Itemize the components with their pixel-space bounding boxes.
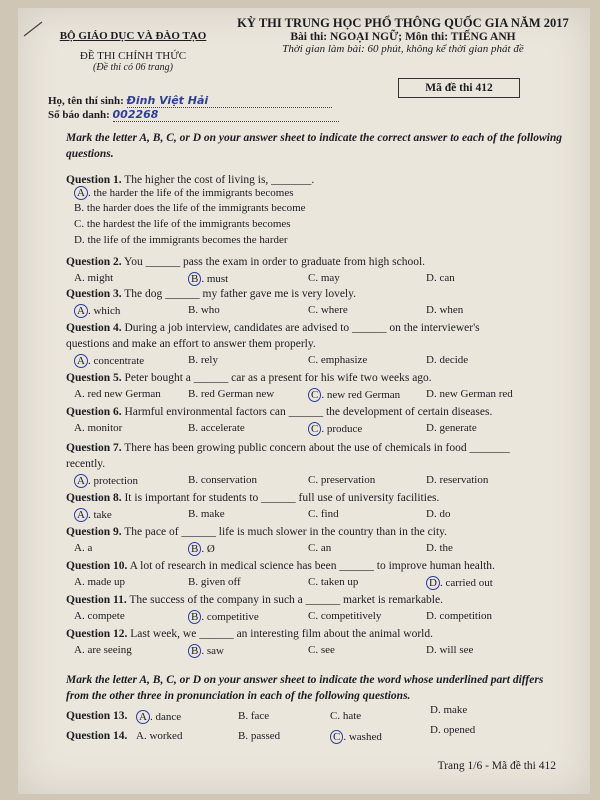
option-c[interactable] — [308, 304, 348, 316]
candidate-number-label: Số báo danh: — [48, 109, 110, 121]
option-a[interactable] — [74, 272, 113, 284]
exam-title: KỲ THI TRUNG HỌC PHỔ THÔNG QUỐC GIA NĂM 2017 — [237, 16, 569, 30]
option-letter: A — [74, 474, 88, 488]
question-9 — [66, 526, 447, 538]
option-c[interactable] — [308, 388, 400, 402]
question-11 — [66, 594, 443, 606]
option-text: . take — [87, 509, 112, 521]
option-letter: A — [74, 304, 88, 318]
option-c[interactable] — [74, 218, 291, 230]
option-letter: D — [430, 724, 438, 736]
question-label: Question 14. — [66, 730, 128, 742]
option-b[interactable] — [188, 508, 225, 520]
option-d[interactable] — [430, 704, 467, 716]
option-c[interactable] — [308, 644, 335, 656]
option-letter: D — [426, 542, 434, 554]
question-text: Harmful environmental factors can ______ the development of certain diseases. — [121, 406, 493, 418]
option-c[interactable] — [308, 272, 340, 284]
option-text: . the harder does the life of the immigrants become — [81, 202, 306, 214]
question-text: The dog ______ my father gave me is very lovely. — [121, 288, 357, 300]
option-letter: D — [426, 610, 434, 622]
option-text: . face — [245, 710, 270, 722]
option-b[interactable] — [188, 576, 241, 588]
option-letter: C — [308, 474, 316, 486]
option-text: . compete — [81, 610, 125, 622]
candidate-number-value: 002268 — [112, 108, 159, 121]
question-label: Question 10. — [66, 560, 128, 572]
option-letter: A — [74, 422, 82, 434]
option-d[interactable] — [426, 610, 492, 622]
question-1 — [66, 174, 314, 186]
option-text: . make — [437, 704, 468, 716]
option-letter: C — [308, 422, 321, 436]
option-c[interactable] — [308, 422, 362, 436]
question-label: Question 3. — [66, 288, 122, 300]
option-letter: A — [74, 272, 82, 284]
option-text: . red new German — [81, 388, 161, 400]
option-b[interactable] — [188, 272, 228, 286]
option-d[interactable] — [426, 422, 477, 434]
option-a[interactable] — [136, 710, 181, 724]
option-text: . given off — [195, 576, 241, 588]
option-text: . the — [433, 542, 453, 554]
option-b[interactable] — [188, 422, 245, 434]
question-text: You ______ pass the exam in order to graduate from high school. — [121, 256, 426, 268]
question-label: Question 8. — [66, 492, 122, 504]
option-text: . red German new — [195, 388, 275, 400]
option-letter: B — [188, 272, 201, 286]
option-c[interactable] — [308, 354, 367, 366]
option-letter: D — [430, 704, 438, 716]
pencil-mark-icon — [18, 18, 48, 40]
option-letter: C — [330, 710, 338, 722]
option-d[interactable] — [426, 272, 455, 284]
option-letter: C — [330, 730, 343, 744]
option-b[interactable] — [238, 710, 269, 722]
option-letter: A — [74, 576, 82, 588]
option-text: . see — [315, 644, 335, 656]
option-d[interactable] — [426, 644, 473, 656]
option-letter: B — [74, 202, 82, 214]
option-text: . new red German — [321, 389, 401, 401]
question-text: The higher the cost of living is, _______. — [121, 174, 315, 186]
option-text: . Ø — [201, 543, 215, 555]
option-text: . new German red — [433, 388, 513, 400]
option-a[interactable] — [74, 542, 92, 554]
option-letter: A — [74, 508, 88, 522]
option-text: . a — [81, 542, 93, 554]
option-text: . reservation — [433, 474, 489, 486]
option-text: . generate — [433, 422, 477, 434]
option-c[interactable] — [330, 710, 361, 722]
option-b[interactable] — [188, 542, 215, 556]
question-label: Question 12. — [66, 628, 128, 640]
question-text-continued: recently. — [66, 458, 106, 470]
option-letter: B — [188, 542, 201, 556]
option-text: . rely — [195, 354, 218, 366]
option-letter: A — [74, 610, 82, 622]
question-label: Question 7. — [66, 442, 122, 454]
option-b[interactable] — [74, 202, 306, 214]
official-label: ĐỀ THI CHÍNH THỨC — [79, 50, 187, 62]
question-12 — [66, 628, 433, 640]
question-text: It is important for students to ______ full use of university facilities. — [121, 492, 440, 504]
option-letter: D — [426, 272, 434, 284]
option-letter: C — [308, 576, 316, 588]
option-text: . when — [433, 304, 464, 316]
option-b[interactable] — [188, 388, 274, 400]
option-c[interactable] — [308, 576, 358, 588]
option-text: . concentrate — [87, 355, 145, 367]
option-letter: B — [188, 644, 201, 658]
option-text: . hate — [337, 710, 362, 722]
question-13 — [66, 710, 127, 722]
question-3 — [66, 288, 356, 300]
option-text: . will see — [433, 644, 474, 656]
question-10 — [66, 560, 495, 572]
option-d[interactable] — [74, 234, 288, 246]
option-text: . competitive — [201, 611, 259, 623]
option-text: . emphasize — [315, 354, 368, 366]
question-5 — [66, 372, 432, 384]
question-text: During a job interview, candidates are advised to ______ on the interviewer's — [121, 322, 480, 334]
question-7 — [66, 442, 510, 454]
option-d[interactable] — [426, 304, 463, 316]
option-letter: B — [188, 354, 196, 366]
option-letter: B — [238, 710, 246, 722]
option-letter: B — [188, 576, 196, 588]
option-text: . decide — [433, 354, 469, 366]
option-a[interactable] — [74, 422, 122, 434]
question-4 — [66, 322, 480, 334]
option-text: . made up — [81, 576, 126, 588]
option-letter: C — [308, 388, 321, 402]
option-letter: D — [426, 304, 434, 316]
option-letter: A — [74, 542, 82, 554]
question-text: The pace of ______ life is much slower in the country than in the city. — [121, 526, 448, 538]
option-b[interactable] — [188, 354, 218, 366]
exam-code-box: Mã đề thi 412 — [398, 78, 520, 98]
question-label: Question 6. — [66, 406, 122, 418]
option-letter: B — [188, 422, 196, 434]
option-letter: C — [308, 644, 316, 656]
option-letter: D — [426, 422, 434, 434]
option-letter: D — [74, 234, 82, 246]
question-text: A lot of research in medical science has been ______ to improve human health. — [127, 560, 495, 572]
question-text: Peter bought a ______ car as a present for his wife two weeks ago. — [121, 372, 432, 384]
option-text: . might — [81, 272, 114, 284]
option-a[interactable] — [136, 730, 182, 742]
instruction-1: Mark the letter A, B, C, or D on your answer sheet to indicate the correct answer to each of the following questions. — [66, 132, 563, 160]
option-letter: B — [188, 388, 196, 400]
option-d[interactable] — [426, 474, 488, 486]
option-letter: B — [188, 508, 196, 520]
candidate-number-row — [48, 108, 339, 122]
option-text: . which — [87, 305, 121, 317]
option-letter: A — [74, 354, 88, 368]
option-letter: C — [308, 272, 316, 284]
question-text-continued: questions and make an effort to answer them properly. — [66, 338, 316, 350]
option-a[interactable] — [74, 576, 125, 588]
option-letter: B — [238, 730, 246, 742]
option-c[interactable] — [308, 508, 339, 520]
option-d[interactable] — [426, 354, 468, 366]
option-c[interactable] — [308, 610, 381, 622]
option-text: . are seeing — [81, 644, 132, 656]
question-label: Question 9. — [66, 526, 122, 538]
candidate-name-line — [127, 94, 332, 108]
option-letter: D — [426, 474, 434, 486]
option-text: . competition — [433, 610, 492, 622]
option-letter: A — [136, 710, 150, 724]
option-letter: D — [426, 508, 434, 520]
option-text: . can — [433, 272, 455, 284]
page-count: (Đề thi có 06 trang) — [93, 62, 173, 73]
option-text: . an — [315, 542, 332, 554]
option-text: . monitor — [81, 422, 123, 434]
option-text: . passed — [245, 730, 281, 742]
option-c[interactable] — [308, 542, 331, 554]
option-a[interactable] — [74, 474, 138, 488]
option-text: . who — [195, 304, 220, 316]
question-label: Question 4. — [66, 322, 122, 334]
exam-page — [18, 8, 590, 794]
option-letter: D — [426, 644, 434, 656]
option-letter: D — [426, 576, 440, 590]
option-letter: C — [308, 304, 316, 316]
option-letter: D — [426, 388, 434, 400]
ministry-name: BỘ GIÁO DỤC VÀ ĐÀO TẠO — [59, 30, 207, 42]
question-text: Last week, we ______ an interesting film about the animal world. — [127, 628, 433, 640]
option-text: . preservation — [315, 474, 376, 486]
option-a[interactable] — [74, 388, 161, 400]
option-letter: A — [74, 388, 82, 400]
option-text: . carried out — [439, 577, 493, 589]
option-text: . worked — [143, 730, 183, 742]
question-text: The success of the company in such a ______ market is remarkable. — [126, 594, 443, 606]
page-footer: Trang 1/6 - Mã đề thi 412 — [437, 760, 556, 772]
option-text: . accelerate — [195, 422, 245, 434]
option-text: . conservation — [195, 474, 258, 486]
option-a[interactable] — [74, 508, 112, 522]
candidate-name-row — [48, 94, 332, 108]
question-label: Question 1. — [66, 174, 122, 186]
option-text: . must — [201, 273, 229, 285]
candidate-name-label: Họ, tên thí sinh: — [48, 95, 124, 107]
option-letter: A — [136, 730, 144, 742]
option-text: . may — [315, 272, 340, 284]
option-d[interactable] — [426, 508, 450, 520]
option-letter: C — [308, 610, 316, 622]
option-d[interactable] — [430, 724, 475, 736]
exam-subject: Bài thi: NGOẠI NGỮ; Môn thi: TIẾNG ANH — [290, 31, 516, 43]
option-letter: B — [188, 610, 201, 624]
option-text: . produce — [321, 423, 363, 435]
option-letter: A — [74, 644, 82, 656]
question-label: Question 11. — [66, 594, 127, 606]
option-c[interactable] — [308, 474, 375, 486]
option-letter: A — [74, 186, 88, 200]
exam-time: Thời gian làm bài: 60 phút, không kể thời gian phát đề — [282, 43, 524, 55]
option-letter: C — [308, 508, 316, 520]
option-text: . competitively — [315, 610, 382, 622]
option-text: . do — [433, 508, 451, 520]
option-text: . opened — [437, 724, 476, 736]
option-letter: D — [426, 354, 434, 366]
question-label: Question 5. — [66, 372, 122, 384]
option-text: . washed — [343, 731, 382, 743]
header-right — [233, 16, 573, 55]
question-2 — [66, 256, 425, 268]
option-letter: C — [308, 542, 316, 554]
option-a[interactable] — [74, 304, 120, 318]
option-d[interactable] — [426, 542, 453, 554]
option-text: . where — [315, 304, 348, 316]
option-b[interactable] — [188, 644, 224, 658]
option-text: . the harder the life of the immigrants becomes — [87, 187, 294, 199]
option-text: . protection — [87, 475, 139, 487]
option-text: . make — [195, 508, 225, 520]
option-a[interactable] — [74, 610, 125, 622]
question-14 — [66, 730, 127, 742]
option-text: . taken up — [315, 576, 359, 588]
header-left — [48, 30, 218, 73]
question-6 — [66, 406, 492, 418]
option-b[interactable] — [188, 474, 257, 486]
question-8 — [66, 492, 439, 504]
option-text: . dance — [149, 711, 182, 723]
option-d[interactable] — [426, 576, 493, 590]
option-c[interactable] — [330, 730, 382, 744]
instruction-2: Mark the letter A, B, C, or D on your answer sheet to indicate the word whose underlined part differs from the other three in pronunciation in each of the following questions. — [66, 674, 544, 702]
option-a[interactable] — [74, 644, 132, 656]
question-label: Question 13. — [66, 710, 128, 722]
option-letter: C — [74, 218, 82, 230]
question-text: There has been growing public concern about the use of chemicals in food _______ — [121, 442, 510, 454]
option-text: . saw — [201, 645, 224, 657]
option-b[interactable] — [188, 610, 259, 624]
option-letter: B — [188, 474, 196, 486]
option-a[interactable] — [74, 186, 294, 200]
candidate-name-value: Đinh Việt Hải — [126, 94, 209, 107]
question-label: Question 2. — [66, 256, 122, 268]
option-text: . find — [315, 508, 339, 520]
option-b[interactable] — [238, 730, 280, 742]
option-d[interactable] — [426, 388, 513, 400]
option-letter: B — [188, 304, 196, 316]
option-a[interactable] — [74, 354, 144, 368]
candidate-number-line — [113, 108, 339, 122]
option-b[interactable] — [188, 304, 220, 316]
option-letter: C — [308, 354, 316, 366]
option-text: . the hardest the life of the immigrants becomes — [81, 218, 291, 230]
option-text: . the life of the immigrants becomes the harder — [81, 234, 288, 246]
